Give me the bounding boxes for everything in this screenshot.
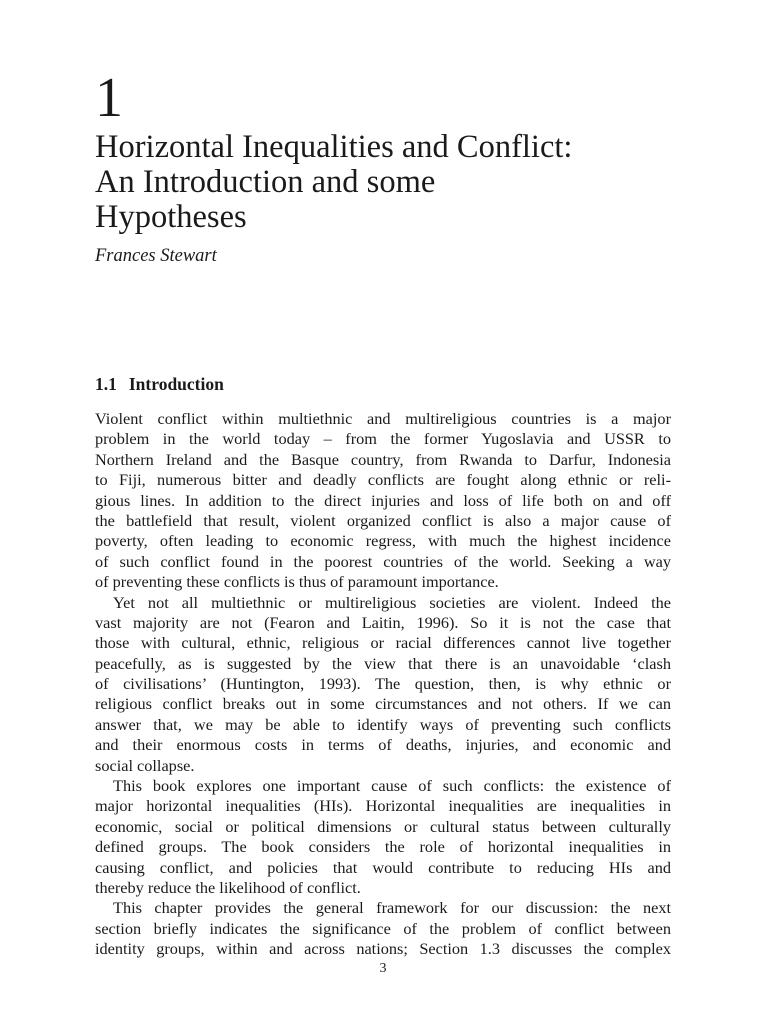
body-line: social collapse. xyxy=(95,755,195,775)
body-line: problem in the world today – from the former Yugoslavia and USSR to xyxy=(95,429,671,449)
body-line: Violent conflict within multiethnic and multireligious countries is a major xyxy=(95,409,671,428)
body-line: identity groups, within and across nations; Section 1.3 discusses the complex xyxy=(95,939,671,959)
body-line: and their enormous costs in terms of deaths, injuries, and economic and xyxy=(95,735,671,755)
body-line: of civilisations’ (Huntington, 1993). The question, then, is why ethnic or xyxy=(95,674,671,694)
body-line: religious conflict breaks out in some circumstances and not others. If we can xyxy=(95,694,671,714)
chapter-title-line: Horizontal Inequalities and Conflict: xyxy=(95,129,573,165)
section-title: Introduction xyxy=(128,374,224,394)
body-line: Northern Ireland and the Basque country, from Rwanda to Darfur, Indonesia xyxy=(95,449,671,469)
section-heading xyxy=(95,374,224,395)
chapter-number: 1 xyxy=(95,67,123,129)
chapter-title xyxy=(95,130,695,235)
body-line: section briefly indicates the significance of the problem of conflict between xyxy=(95,918,671,938)
body-line: of preventing these conflicts is thus of paramount importance. xyxy=(95,572,499,592)
body-line: peacefully, as is suggested by the view that there is an unavoidable ‘clash xyxy=(95,653,671,673)
body-line: to Fiji, numerous bitter and deadly conflicts are fought along ethnic or reli- xyxy=(95,470,671,490)
body-line: gious lines. In addition to the direct injuries and loss of life both on and off xyxy=(95,490,671,510)
body-line: the battlefield that result, violent organized conflict is also a major cause of xyxy=(95,510,671,530)
page-number: 3 xyxy=(379,961,387,976)
body-line: major horizontal inequalities (HIs). Horizontal inequalities are inequalities in xyxy=(95,796,671,816)
body-line: thereby reduce the likelihood of conflict. xyxy=(95,877,361,897)
body-line: those with cultural, ethnic, religious or racial differences cannot live together xyxy=(95,633,671,653)
body-line: Yet not all multiethnic or multireligious societies are violent. Indeed the xyxy=(113,592,671,612)
body-line: vast majority are not (Fearon and Laitin, 1996). So it is not the case that xyxy=(95,612,671,632)
body-text xyxy=(95,409,671,960)
author-name: Frances Stewart xyxy=(95,246,217,266)
section-number: 1.1 xyxy=(95,374,117,394)
body-line: This book explores one important cause of such conflicts: the existence of xyxy=(113,776,671,796)
chapter-title-line: An Introduction and some xyxy=(95,164,436,200)
body-line: defined groups. The book considers the role of horizontal inequalities in xyxy=(95,837,671,857)
body-line: causing conflict, and policies that would contribute to reducing HIs and xyxy=(95,857,671,877)
body-line: of such conflict found in the poorest countries of the world. Seeking a way xyxy=(95,551,671,571)
body-line: poverty, often leading to economic regress, with much the highest incidence xyxy=(95,531,671,551)
body-line: answer that, we may be able to identify ways of preventing such conflicts xyxy=(95,714,671,734)
body-line: This chapter provides the general framework for our discussion: the next xyxy=(113,898,671,918)
body-line: economic, social or political dimensions or cultural status between culturally xyxy=(95,816,671,836)
chapter-title-line: Hypotheses xyxy=(95,199,247,235)
